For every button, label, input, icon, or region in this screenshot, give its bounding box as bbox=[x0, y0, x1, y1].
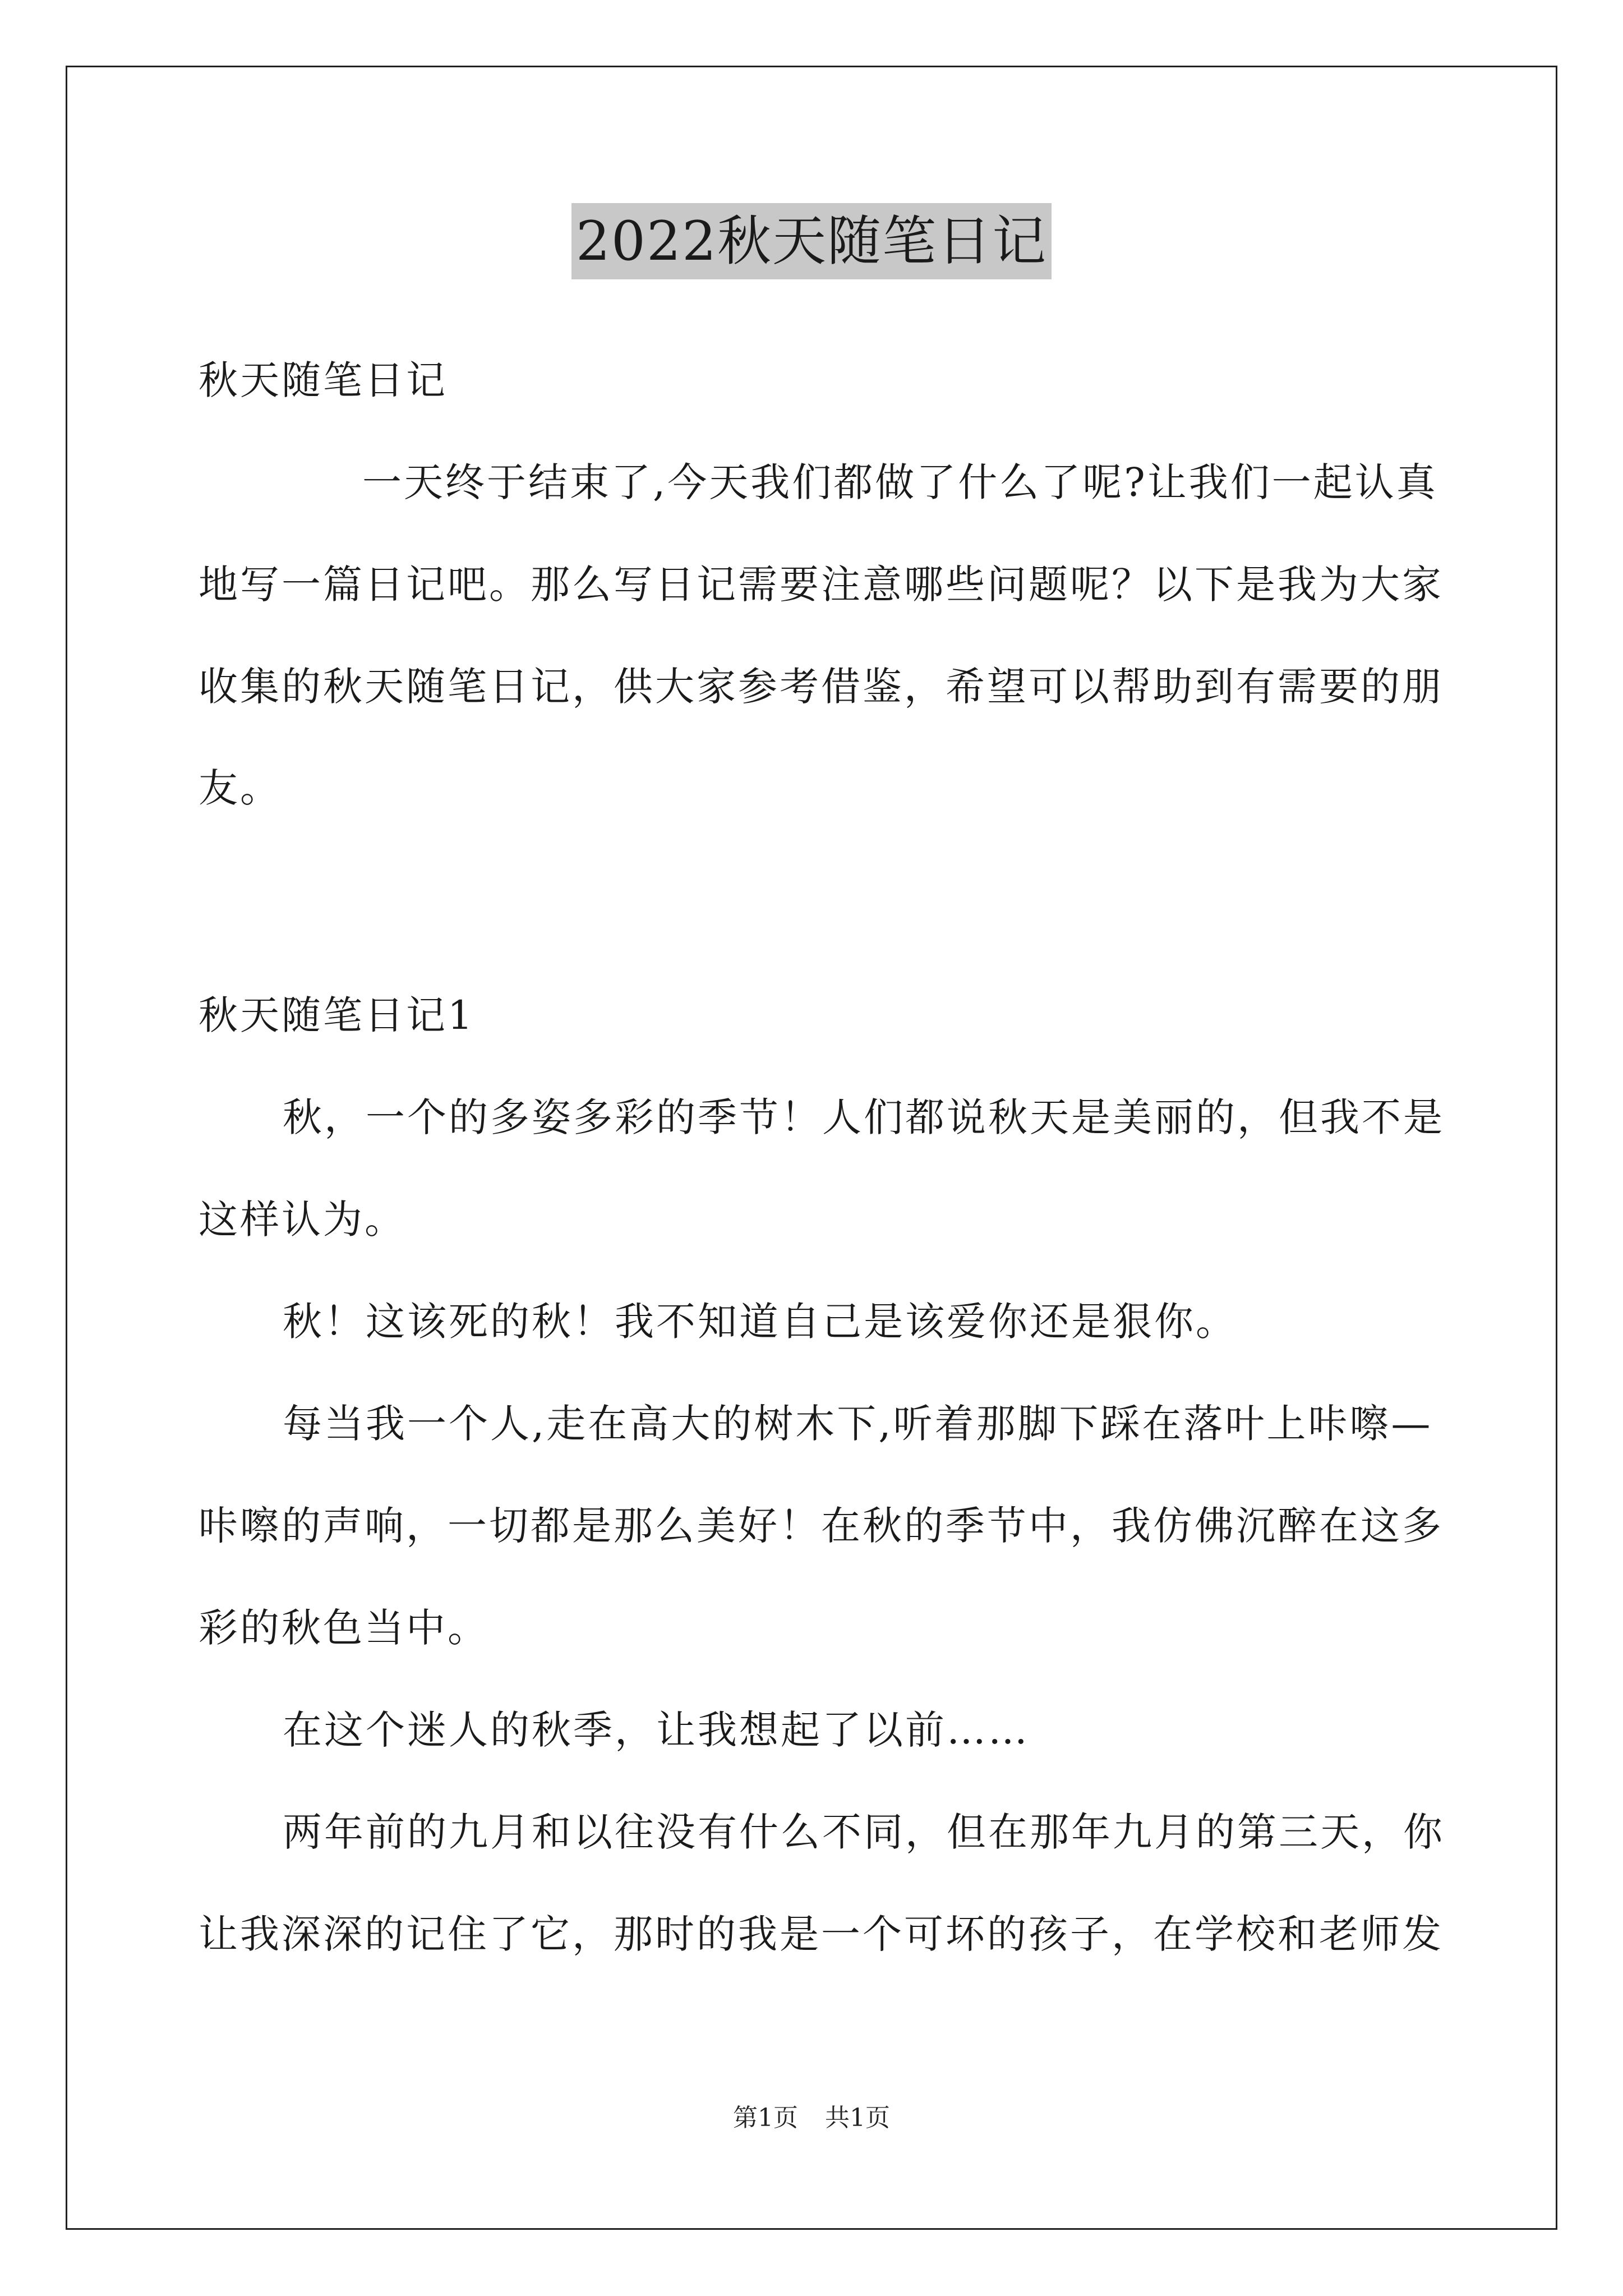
intro-line: 地写一篇日记吧。那么写日记需要注意哪些问题呢？以下是我为大家 bbox=[199, 562, 1444, 608]
title-container bbox=[0, 203, 1623, 279]
page-total: 共1页 bbox=[825, 2104, 890, 2132]
intro-heading: 秋天随笔日记 bbox=[199, 357, 448, 403]
intro-line: 一天终于结束了,今天我们都做了什么了呢?让我们一起认真 bbox=[362, 459, 1438, 505]
page-footer bbox=[0, 2101, 1623, 2135]
body-line: 这样认为。 bbox=[199, 1197, 406, 1243]
section-heading: 秋天随笔日记1 bbox=[199, 992, 475, 1038]
body-line: 两年前的九月和以往没有什么不同，但在那年九月的第三天，你 bbox=[283, 1809, 1445, 1855]
body-line: 让我深深的记住了它，那时的我是一个可坏的孩子，在学校和老师发 bbox=[199, 1911, 1444, 1957]
body-line: 秋，一个的多姿多彩的季节！人们都说秋天是美丽的，但我不是 bbox=[283, 1094, 1445, 1140]
body-line: 咔嚓的声响，一切都是那么美好！在秋的季节中，我仿佛沉醉在这多 bbox=[199, 1503, 1444, 1549]
document-title: 2022秋天随笔日记 bbox=[571, 203, 1052, 279]
body-line: 每当我一个人,走在高大的树木下,听着那脚下踩在落叶上咔嚓— bbox=[283, 1401, 1433, 1447]
body-line: 彩的秋色当中。 bbox=[199, 1605, 489, 1651]
intro-line: 友。 bbox=[199, 765, 282, 811]
intro-line: 收集的秋天随笔日记，供大家参考借鉴，希望可以帮助到有需要的朋 bbox=[199, 664, 1444, 710]
body-line: 在这个迷人的秋季，让我想起了以前…… bbox=[283, 1707, 1030, 1753]
page-number: 第1页 bbox=[733, 2104, 798, 2132]
body-line: 秋！这该死的秋！我不知道自己是该爱你还是狠你。 bbox=[283, 1299, 1237, 1345]
